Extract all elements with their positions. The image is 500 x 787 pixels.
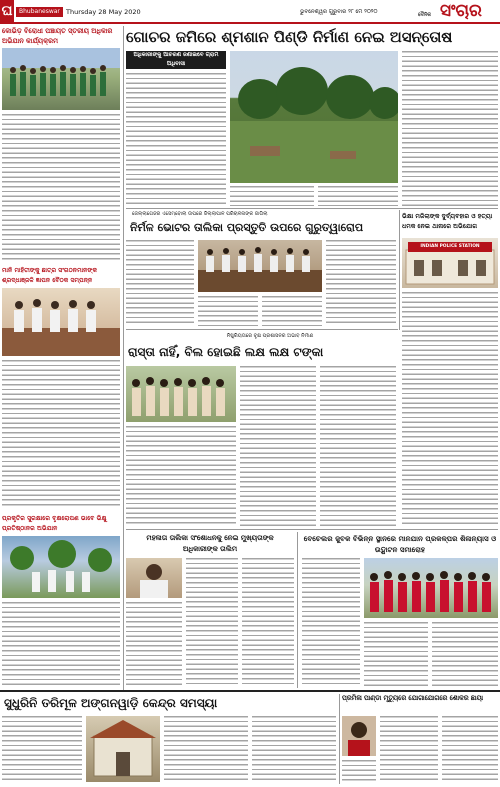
center-photo <box>198 240 322 292</box>
left-mid-photo <box>2 288 120 356</box>
lower-left-headline-text: ମହଳାତା ତାଲିକା ସଂଶୋଧନକୁ ନେଇ ମୁଖ୍ୟତାଙ୍କ ଅଧିକାରୀଙ୍କ ତାଲିମ <box>146 534 274 553</box>
odia-dateline: ଭୁବନେଶ୍ୱର ଗୁରୁବାର ୨୮ ମେ ୨୦୨୦ <box>300 9 378 15</box>
dateline: Thursday 28 May 2020 <box>66 8 141 16</box>
bottom-right-body-col2 <box>442 716 498 782</box>
edition-label: Bhubaneswar <box>16 7 63 17</box>
masthead <box>0 0 500 24</box>
middle-bottom-rule <box>126 529 498 530</box>
villagers-illustration <box>126 366 236 422</box>
center-kicker: ଜେଲ୍ଲାଗେଜର ଏସେମ୍ବୋଲା ଉପରେ ଜିଲ୍ଲାପାଳ ପରିଚାଳନାଙ୍କ ଜାଗିଲା <box>132 211 268 217</box>
lower-left-body-col0 <box>126 602 182 686</box>
crowd-illustration <box>2 48 120 110</box>
conference-illustration <box>198 240 322 292</box>
column-rule-lower <box>297 532 298 688</box>
official-portrait-illustration <box>126 558 182 598</box>
left-top-photo <box>2 48 120 110</box>
lower-right-headline-text: ବେଚେଲର ଜୁବକ ବିଭିନ୍ନ ସ୍ଥାନରେ ମାନଯାନ ପ୍ରକଳ୍ପର ଶିଳାନ୍ୟାସ ଓ ଉଦ୍ଘାଟନ ସମାରୋହ <box>303 534 497 554</box>
left-mid-body <box>2 360 120 506</box>
middle-body-col3 <box>320 366 396 526</box>
lower-left-photo <box>126 558 182 598</box>
middle-body-col2 <box>240 366 316 526</box>
left-top-headline <box>2 26 122 46</box>
newspaper-logo <box>418 1 482 21</box>
lead-sub-banner <box>126 51 226 69</box>
bottom-body-col3 <box>252 716 336 782</box>
lead-body-col2 <box>230 186 314 206</box>
lower-left-body-col1 <box>186 558 238 686</box>
left-lower-body <box>2 602 120 686</box>
center-body-col1 <box>126 240 194 326</box>
field-trees-illustration <box>230 51 398 183</box>
column-rule-right <box>399 210 400 330</box>
bottom-right-headline-text: ପ୍ରମିଳା ପାଣ୍ଡା ମୃତ୍ୟୁରେ ଯୋଗାଯୋଗରେ ଶୋକର ଛାୟା <box>342 694 484 702</box>
lower-right-body-col3 <box>432 622 498 686</box>
column-rule-bottom <box>339 694 340 784</box>
lead-photo <box>230 51 398 183</box>
lead-body-col3 <box>318 186 398 206</box>
meeting-illustration <box>2 288 120 356</box>
bottom-body-col1 <box>2 716 82 782</box>
left-top-body <box>2 114 120 262</box>
right-body <box>402 292 498 526</box>
lower-left-body-col2 <box>242 558 294 686</box>
lower-right-body-col2 <box>364 622 428 686</box>
logo-text: ସଂଚାର <box>440 1 482 21</box>
lower-right-headline <box>302 533 498 555</box>
middle-photo <box>126 366 236 422</box>
ceremony-crowd-illustration <box>364 558 498 618</box>
lead-headline: ଗୋଚର ଜମିରେ ଶ୍ମଶାନ ପିଣ୍ଡି ନିର୍ମାଣ ନେଇ ଅସନ୍ତୋଷ <box>126 28 453 46</box>
center-body-col4 <box>326 240 396 326</box>
center-body-col3 <box>262 296 322 326</box>
left-mid-headline-text: ମାନି ମାହିତୀଙ୍କୁ ଛାତ୍ର ସଂଗଠନମାନଙ୍କ ଶ୍ରଦ୍ଧାଞ୍ଜଳି ଜ୍ଞାପନ ବୈଠକ ସମ୍ପନ୍ନ <box>2 267 98 284</box>
portrait-illustration <box>342 716 376 756</box>
left-mid-headline <box>2 266 122 286</box>
bottom-right-body-col0 <box>342 760 376 782</box>
lead-sub-banner-text: ଅଧିକାରୀଙ୍କୁ ଆଚରଣ ଜଣାଇବେ ଗ୍ରାମ ଅଧିବାସୀ <box>133 52 219 67</box>
middle-kicker: ନିଷ୍କ୍ରିୟତାରେ ବୃକ୍ଷ ପ୍ରଶାସନର ଅଭାବ ନିର୍ମାଣ <box>226 333 314 339</box>
bottom-right-body-col1 <box>380 716 438 782</box>
bottom-band-rule <box>0 690 500 692</box>
center-bottom-rule <box>126 329 398 330</box>
page-letter-badge: ଘ <box>0 0 14 22</box>
bottom-headline: ସୁଧୁରିନି ତରିମୂଳ ଅଙ୍ଗନୱାଡ଼ି କେନ୍ଦ୍ର ସମସ୍ୟା <box>4 696 218 710</box>
middle-headline: ରାସ୍ତା ନାହିଁ, ବିଲ ହୋଇଛି ଲକ୍ଷ ଲକ୍ଷ ଟଙ୍କା <box>128 345 324 359</box>
bottom-right-portrait <box>342 716 376 756</box>
left-lower-photo <box>2 536 120 598</box>
lower-left-headline <box>128 533 292 555</box>
police-sign-text: INDIAN POLICE STATION <box>420 244 480 249</box>
lead-bottom-rule <box>126 208 498 209</box>
bottom-right-headline <box>342 694 498 712</box>
anganwadi-building-illustration <box>86 716 160 782</box>
tree-planting-illustration <box>2 536 120 598</box>
lead-body-col1 <box>126 73 226 205</box>
left-lower-headline <box>2 514 122 534</box>
logo-tagline: ଦୈନିକ <box>418 12 432 18</box>
right-photo <box>402 238 498 288</box>
middle-body-col1 <box>126 426 236 526</box>
right-headline-text: ଭିକ୍ଷା ମଜିଲାଙ୍କ ଦୁର୍ବ୍ୟବହାର ଓ ହତ୍ୟା ଧମକ ନେଇ ଥାନାରେ ଅଭିଯୋଗ <box>402 213 493 230</box>
left-lower-headline-text: ପ୍ରକୃତିର ସୁରକ୍ଷାରେ ବୃକ୍ଷରୋପଣ ଭାବେ ଭିକ୍ଷୁ ପ୍ରତିଷ୍ଠାନର ଅଭିଯାନ <box>2 515 107 532</box>
left-top-headline-text: କୋଭିଡ଼ ବିରୋଧୀ ପଞ୍ଚାୟତ ସ୍ତରୀୟ ଅଧିକାର ଅଭିଯାନ କାର୍ଯ୍ୟକ୍ରମ <box>2 27 113 45</box>
lower-right-photo <box>364 558 498 618</box>
column-rule-left <box>123 26 124 690</box>
right-headline <box>402 212 498 236</box>
bottom-photo <box>86 716 160 782</box>
bottom-body-col2 <box>164 716 248 782</box>
center-body-col2 <box>198 296 258 326</box>
lower-right-body-col1 <box>302 558 360 686</box>
lead-body-col4 <box>402 51 498 206</box>
center-headline: ନିର୍ମଳ ଭୋଟର ତାଲିକା ପ୍ରସ୍ତୁତି ଉପରେ ଗୁରୁତ୍ୱାରୋପ <box>130 221 364 234</box>
